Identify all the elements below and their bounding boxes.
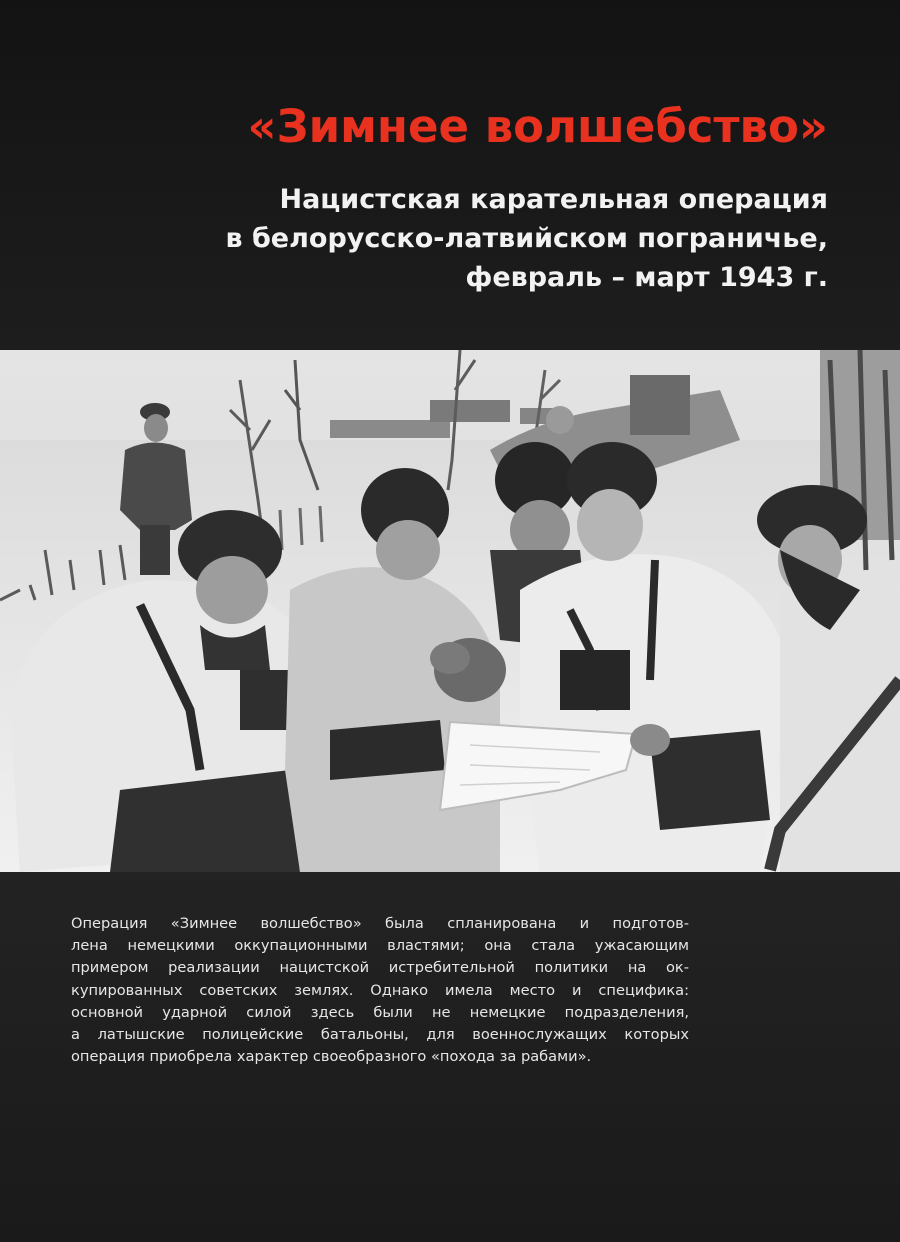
book-title: «Зимнее волшебство» xyxy=(247,100,828,153)
description-line: а латышские полицейские батальоны, для военнослужащих которых xyxy=(71,1026,689,1044)
subtitle-line: Нацистская карательная операция xyxy=(279,184,828,215)
description-line: операция приобрела характер своеобразного «похода за рабами». xyxy=(71,1048,592,1066)
book-subtitle xyxy=(150,180,828,297)
subtitle-line: в белорусско-латвийском пограничье, xyxy=(225,223,828,254)
description-line: лена немецкими оккупационными властями; она стала ужасающим xyxy=(71,937,689,955)
description-line: примером реализации нацистской истребительной политики на ок- xyxy=(71,959,689,977)
description-line: Операция «Зимнее волшебство» была спланирована и подготов- xyxy=(71,915,689,932)
cover-photo xyxy=(0,350,900,872)
subtitle-line: февраль – март 1943 г. xyxy=(465,262,828,293)
description-line: основной ударной силой здесь были не немецкие подразделения, xyxy=(71,1003,689,1021)
description-line: купированных советских землях. Однако имела место и специфика: xyxy=(71,981,689,999)
cover-description xyxy=(71,913,689,1068)
